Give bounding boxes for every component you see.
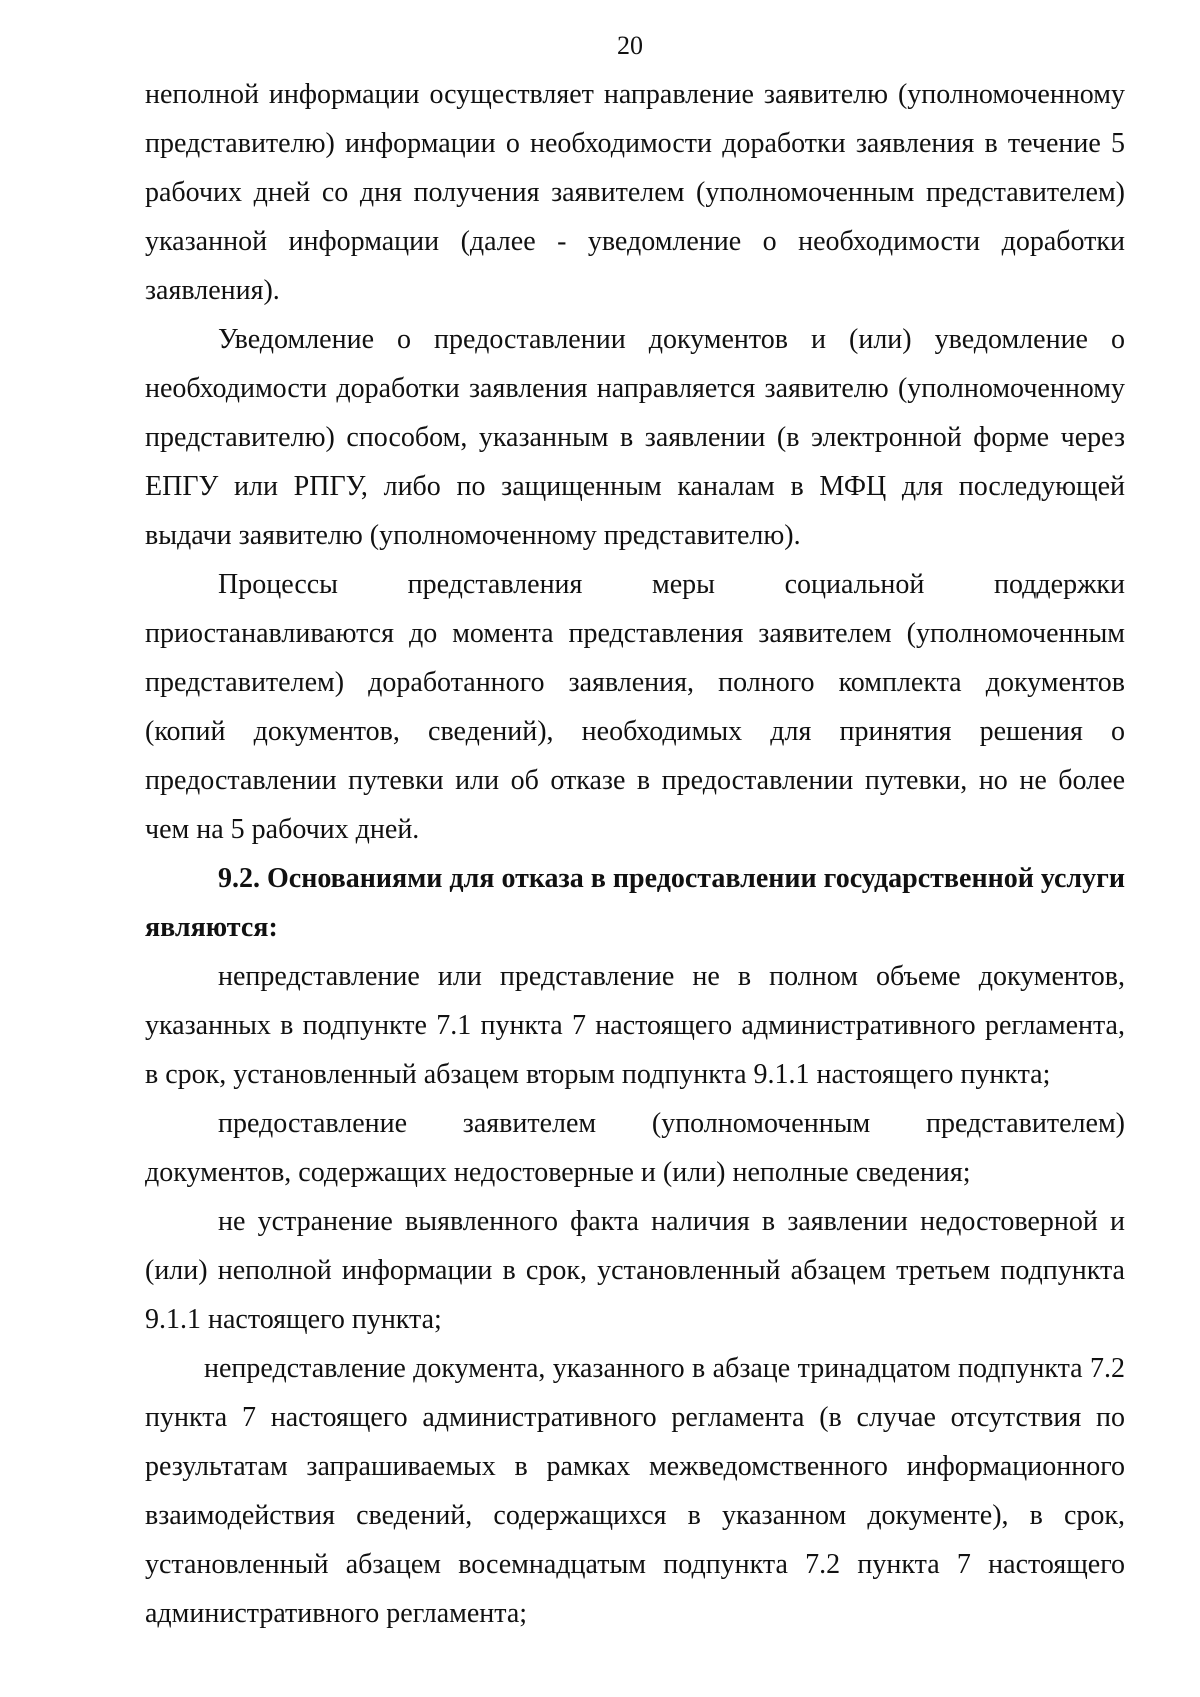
document-body <box>145 70 1125 1638</box>
paragraph-continuation: неполной информации осуществляет направление заявителю (уполномоченному представителю) информации о необходимости доработки заявления в течение 5 рабочих дней со дня получения заявителем (уполномоченным представителем) указанной информации (далее - уведомление о необходимости доработки заявления). <box>145 79 1125 306</box>
paragraph-notification-method: Уведомление о предоставлении документов и (или) уведомление о необходимости доработки заявления направляется заявителю (уполномоченному представителю) способом, указанным в заявлении (в электронной форме через ЕПГУ или РПГУ, либо по защищенным каналам в МФЦ для последующей выдачи заявителю (уполномоченному представителю). <box>145 324 1125 551</box>
page-number: 20 <box>617 31 643 60</box>
refusal-ground-2: предоставление заявителем (уполномоченным представителем) документов, содержащих недостоверные и (или) неполные сведения; <box>145 1108 1125 1188</box>
refusal-ground-4: непредставление документа, указанного в абзаце тринадцатом подпункта 7.2 пункта 7 настоящего административного регламента (в случае отсутствия по результатам запрашиваемых в рамках межведомственного информационного взаимодействия сведений, содержащихся в указанном документе), в срок, установленный абзацем восемнадцатым подпункта 7.2 пункта 7 настоящего административного регламента; <box>145 1353 1125 1629</box>
section-heading-9-2: 9.2. Основаниями для отказа в предоставлении государственной услуги являются: <box>145 863 1125 943</box>
refusal-ground-3: не устранение выявленного факта наличия в заявлении недостоверной и (или) неполной информации в срок, установленный абзацем третьем подпункта 9.1.1 настоящего пункта; <box>145 1206 1125 1335</box>
paragraph-suspension: Процессы представления меры социальной поддержки приостанавливаются до момента представления заявителем (уполномоченным представителем) доработанного заявления, полного комплекта документов (копий документов, сведений), необходимых для принятия решения о предоставлении путевки или об отказе в предоставлении путевки, но не более чем на 5 рабочих дней. <box>145 569 1125 845</box>
refusal-ground-1: непредставление или представление не в полном объеме документов, указанных в подпункте 7.1 пункта 7 настоящего административного регламента, в срок, установленный абзацем вторым подпункта 9.1.1 настоящего пункта; <box>145 961 1125 1090</box>
